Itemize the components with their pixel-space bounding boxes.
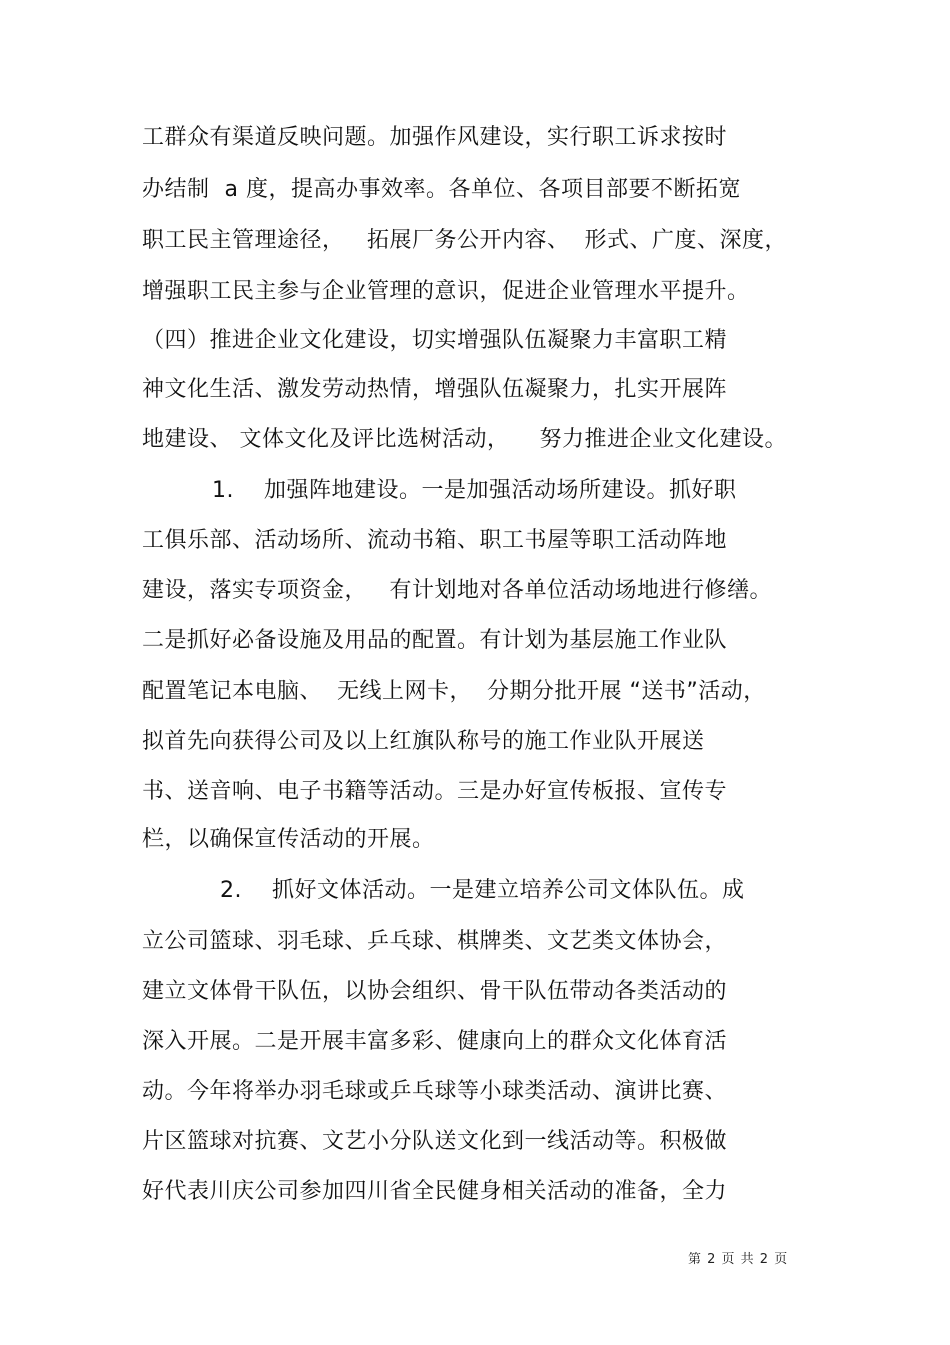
body-text-line: 动。今年将举办羽毛球或乒乓球等小球类活动、演讲比赛、	[142, 1079, 728, 1104]
body-text-line: 办结制 a 度，提高办事效率。各单位、各项目部要不断拓宽	[142, 177, 741, 202]
section-heading: （四）推进企业文化建设，切实增强队伍凝聚力丰富职工精	[142, 328, 728, 353]
body-text-line: 工俱乐部、活动场所、流动书箱、职工书屋等职工活动阵地	[142, 528, 728, 553]
body-text-line: 片区篮球对抗赛、文艺小分队送文化到一线活动等。积极做	[142, 1129, 728, 1154]
body-text-line: 建立文体骨干队伍，以协会组织、骨干队伍带动各类活动的	[142, 979, 728, 1004]
body-text-line: 神文化生活、激发劳动热情，增强队伍凝聚力，扎实开展阵	[142, 377, 728, 402]
body-text-line: 立公司篮球、羽毛球、乒乓球、棋牌类、文艺类文体协会，	[142, 929, 728, 954]
body-text-line: 增强职工民主参与企业管理的意识，促进企业管理水平提升。	[142, 279, 750, 304]
body-text-line: 好代表川庆公司参加四川省全民健身相关活动的准备，全力	[142, 1179, 728, 1204]
body-text-line: 栏，以确保宣传活动的开展。	[142, 827, 435, 852]
body-text-line: 书、送音响、电子书籍等活动。三是办好宣传板报、宣传专	[142, 779, 728, 804]
numbered-item-heading: 2. 抓好文体活动。一是建立培养公司文体队伍。成	[220, 878, 745, 903]
body-text-line: 配置笔记本电脑、 无线上网卡， 分期分批开展 “送书”活动，	[142, 679, 766, 704]
body-text-line: 深入开展。二是开展丰富多彩、健康向上的群众文化体育活	[142, 1029, 728, 1054]
body-text-line: 二是抓好必备设施及用品的配置。有计划为基层施工作业队	[142, 628, 728, 653]
body-text-line: 职工民主管理途径， 拓展厂务公开内容、 形式、广度、深度，	[142, 228, 787, 253]
numbered-item-heading: 1. 加强阵地建设。一是加强活动场所建设。抓好职	[212, 478, 737, 503]
body-text-line: 建设，落实专项资金， 有计划地对各单位活动场地进行修缮。	[142, 578, 772, 603]
page-number-footer: 第 2 页 共 2 页	[688, 1252, 789, 1267]
body-text-line: 工群众有渠道反映问题。加强作风建设，实行职工诉求按时	[142, 125, 728, 150]
body-text-line: 地建设、 文体文化及评比选树活动， 努力推进企业文化建设。	[142, 427, 787, 452]
body-text-line: 拟首先向获得公司及以上红旗队称号的施工作业队开展送	[142, 729, 705, 754]
